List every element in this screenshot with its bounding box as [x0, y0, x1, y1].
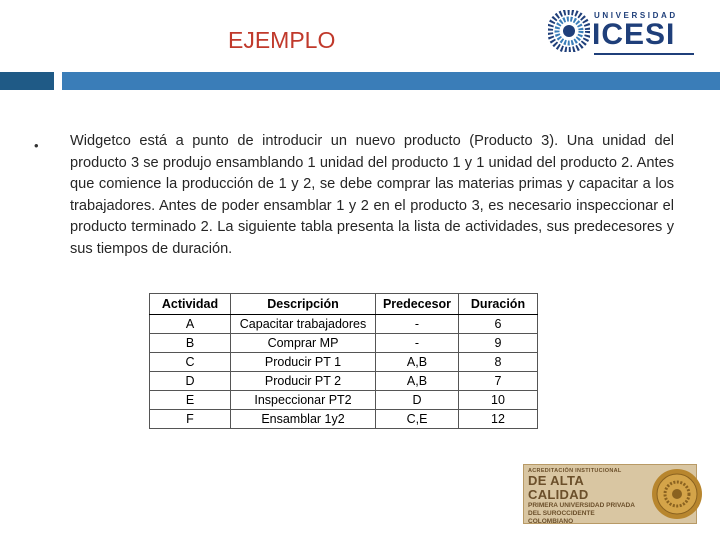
header-actividad: Actividad [150, 294, 231, 315]
header-descripcion: Descripción [231, 294, 376, 315]
table-row [150, 334, 538, 353]
table-row [150, 391, 538, 410]
cell-activity: F [150, 410, 231, 429]
cell-description: Inspeccionar PT2 [231, 391, 376, 410]
cell-duration: 8 [459, 353, 538, 372]
cell-duration: 7 [459, 372, 538, 391]
table-row [150, 353, 538, 372]
cell-activity: D [150, 372, 231, 391]
cell-duration: 12 [459, 410, 538, 429]
cell-duration: 6 [459, 315, 538, 334]
bullet-marker: • [34, 138, 39, 153]
cell-description: Producir PT 2 [231, 372, 376, 391]
badge-line-accreditation: ACREDITACIÓN INSTITUCIONAL [528, 468, 622, 474]
header-band [0, 72, 720, 90]
cell-predecessor: A,B [376, 353, 459, 372]
cell-activity: A [150, 315, 231, 334]
cell-description: Comprar MP [231, 334, 376, 353]
logo-underline [594, 53, 694, 55]
cell-predecessor: A,B [376, 372, 459, 391]
cell-duration: 9 [459, 334, 538, 353]
header-duracion: Duración [459, 294, 538, 315]
cell-predecessor: C,E [376, 410, 459, 429]
header-band-right [62, 72, 720, 90]
gold-medal-icon [650, 467, 704, 521]
badge-line-first: PRIMERA UNIVERSIDAD PRIVADA [528, 502, 635, 509]
header-predecesor: Predecesor [376, 294, 459, 315]
activities-table [149, 293, 538, 429]
sunburst-logo-icon [548, 10, 590, 52]
table-row [150, 372, 538, 391]
cell-description: Ensamblar 1y2 [231, 410, 376, 429]
cell-predecessor: - [376, 334, 459, 353]
accreditation-badge [523, 464, 697, 524]
badge-line-region: DEL SUROCCIDENTE COLOMBIANO [528, 510, 595, 525]
table-header-row [150, 294, 538, 315]
cell-description: Producir PT 1 [231, 353, 376, 372]
cell-activity: C [150, 353, 231, 372]
header-band-left [0, 72, 54, 90]
cell-activity: E [150, 391, 231, 410]
cell-predecessor: D [376, 391, 459, 410]
cell-predecessor: - [376, 315, 459, 334]
table-row [150, 315, 538, 334]
cell-duration: 10 [459, 391, 538, 410]
page-title: EJEMPLO [228, 27, 336, 53]
logo-university-text: UNIVERSIDAD [594, 11, 678, 20]
badge-line-quality: DE ALTA CALIDAD [528, 473, 589, 502]
logo-icesi-text: ICESI [592, 18, 676, 51]
cell-activity: B [150, 334, 231, 353]
body-paragraph: Widgetco está a punto de introducir un nuevo producto (Producto 3). Una unidad del producto 3 se produjo ensamblando 1 unidad del producto 1 y 1 unidad del producto 2. Antes que comience la producción de 1 y 2, se debe comprar las materias primas y capacitar a los trabajadores. Antes de poder ensamblar 1 y 2 en el producto 3, es necesario inspeccionar el producto terminado 2. La siguiente tabla presenta la lista de actividades, sus predecesores y sus tiempos de duración. [70, 133, 674, 257]
table-row [150, 410, 538, 429]
cell-description: Capacitar trabajadores [231, 315, 376, 334]
university-logo [548, 8, 698, 58]
